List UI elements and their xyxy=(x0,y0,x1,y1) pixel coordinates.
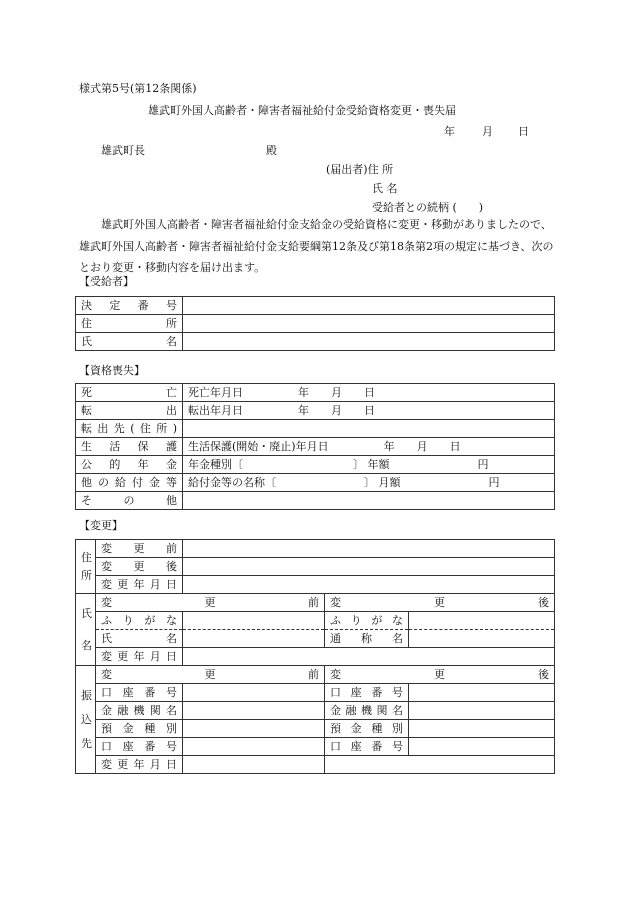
table-row xyxy=(76,558,555,576)
label-public-pension: 公 的 年 金 xyxy=(76,456,183,474)
field-account-number-after[interactable] xyxy=(409,684,555,702)
field-other-benefits[interactable]: 給付金等の名称〔 〕 月額 円 xyxy=(183,474,555,492)
table-row xyxy=(76,297,555,315)
applicant-address-label: (届出者)住 所 xyxy=(326,163,394,176)
field-move-destination[interactable] xyxy=(183,420,555,438)
date-day-label: 日 xyxy=(518,125,529,138)
table-row xyxy=(76,684,555,702)
field-name-change-date[interactable] xyxy=(183,648,555,666)
table-row xyxy=(76,720,555,738)
field-account-number-after-2[interactable] xyxy=(409,738,555,756)
label-move-destination: 転出先(住所) xyxy=(76,420,183,438)
label-alias-after: 通 称 名 xyxy=(325,630,409,648)
label-account-number-after-2: 口 座 番 号 xyxy=(325,738,409,756)
label-address-change-date: 変更年月日 xyxy=(96,576,183,594)
field-account-number-before-2[interactable] xyxy=(183,738,325,756)
applicant-relation-label: 受給者との続柄 ( ) xyxy=(372,201,484,214)
field-account-number-before[interactable] xyxy=(183,684,325,702)
field-name-before[interactable] xyxy=(183,630,325,648)
label-move-out: 転 出 xyxy=(76,402,183,420)
label-welfare: 生 活 保 護 xyxy=(76,438,183,456)
field-public-pension[interactable]: 年金種別〔 〕 年額 円 xyxy=(183,456,555,474)
field-bank-name-before[interactable] xyxy=(183,702,325,720)
field-address-after[interactable] xyxy=(183,558,555,576)
field-death-date[interactable]: 死亡年月日 年 月 日 xyxy=(183,384,555,402)
table-row xyxy=(76,594,555,612)
name-after-header: 変 更 後 xyxy=(325,594,555,612)
label-bank-name-before: 金融機関名 xyxy=(96,702,183,720)
label-deposit-type-after: 預 金 種 別 xyxy=(325,720,409,738)
label-other: そ の 他 xyxy=(76,492,183,510)
label-furigana-after: ふ り が な xyxy=(325,612,409,630)
recipient-table xyxy=(75,296,555,351)
table-row xyxy=(76,630,555,648)
field-other[interactable] xyxy=(183,492,555,510)
field-welfare-date[interactable]: 生活保護(開始・廃止)年月日 年 月 日 xyxy=(183,438,555,456)
field-recipient-name[interactable] xyxy=(183,333,555,351)
page-title: 雄武町外国人高齢者・障害者福祉給付金受給資格変更・喪失届 xyxy=(148,104,456,117)
field-transfer-change-blank[interactable] xyxy=(325,756,555,774)
name-before-header: 変 更 前 xyxy=(96,594,325,612)
field-recipient-address[interactable] xyxy=(183,315,555,333)
table-row xyxy=(76,756,555,774)
field-furigana-after[interactable] xyxy=(409,612,555,630)
section-heading-change: 【変更】 xyxy=(79,519,123,532)
table-row xyxy=(76,738,555,756)
field-deposit-type-after[interactable] xyxy=(409,720,555,738)
field-transfer-change-date[interactable] xyxy=(183,756,325,774)
table-row xyxy=(76,333,555,351)
table-row xyxy=(76,666,555,684)
field-furigana-before[interactable] xyxy=(183,612,325,630)
loss-table xyxy=(75,383,555,510)
label-furigana-before: ふ り が な xyxy=(96,612,183,630)
label-name-change-date: 変更年月日 xyxy=(96,648,183,666)
field-deposit-type-before[interactable] xyxy=(183,720,325,738)
label-bank-name-after: 金融機関名 xyxy=(325,702,409,720)
table-row xyxy=(76,576,555,594)
group-label-address: 住 所 xyxy=(76,540,96,594)
table-row xyxy=(76,474,555,492)
table-row xyxy=(76,315,555,333)
label-address-before: 変 更 前 xyxy=(96,540,183,558)
table-row xyxy=(76,438,555,456)
table-row xyxy=(76,612,555,630)
date-year-label: 年 xyxy=(444,125,455,138)
addressee-name: 雄武町長 xyxy=(101,144,145,157)
label-decision-number: 決 定 番 号 xyxy=(76,297,183,315)
transfer-before-header: 変 更 前 xyxy=(96,666,325,684)
group-label-name: 氏 名 xyxy=(76,594,96,666)
addressee-honorific: 殿 xyxy=(266,144,277,157)
group-label-transfer: 振 込 先 xyxy=(76,666,96,774)
field-address-before[interactable] xyxy=(183,540,555,558)
label-death: 死 亡 xyxy=(76,384,183,402)
field-move-out-date[interactable]: 転出年月日 年 月 日 xyxy=(183,402,555,420)
label-other-benefits: 他 の 給 付 金 等 xyxy=(76,474,183,492)
section-heading-recipient: 【受給者】 xyxy=(79,275,134,288)
table-row xyxy=(76,456,555,474)
field-address-change-date[interactable] xyxy=(183,576,555,594)
change-table xyxy=(75,539,555,774)
applicant-name-label: 氏 名 xyxy=(372,182,398,195)
table-row xyxy=(76,540,555,558)
label-deposit-type-before: 預 金 種 別 xyxy=(96,720,183,738)
label-name-before: 氏 名 xyxy=(96,630,183,648)
table-row xyxy=(76,402,555,420)
label-transfer-change-date: 変更年月日 xyxy=(96,756,183,774)
label-account-number-before: 口 座 番 号 xyxy=(96,684,183,702)
field-bank-name-after[interactable] xyxy=(409,702,555,720)
date-month-label: 月 xyxy=(482,125,493,138)
label-address-after: 変 更 後 xyxy=(96,558,183,576)
form-number: 様式第5号(第12条関係) xyxy=(79,82,197,95)
section-heading-loss: 【資格喪失】 xyxy=(79,364,145,377)
table-row xyxy=(76,492,555,510)
label-account-number-before-2: 口 座 番 号 xyxy=(96,738,183,756)
label-account-number-after: 口 座 番 号 xyxy=(325,684,409,702)
transfer-after-header: 変 更 後 xyxy=(325,666,555,684)
table-row xyxy=(76,420,555,438)
label-recipient-address: 住 所 xyxy=(76,315,183,333)
field-alias-after[interactable] xyxy=(409,630,555,648)
table-row xyxy=(76,648,555,666)
body-text: 雄武町外国人高齢者・障害者福祉給付金支給金の受給資格に変更・移動がありましたので、雄武町外国人高齢者・障害者福祉給付金支給要綱第12条及び第18条第2項の規定に基づき、次のとおり変更・移動内容を届け出ます。 xyxy=(79,218,554,274)
label-recipient-name: 氏 名 xyxy=(76,333,183,351)
table-row xyxy=(76,384,555,402)
field-decision-number[interactable] xyxy=(183,297,555,315)
table-row xyxy=(76,702,555,720)
